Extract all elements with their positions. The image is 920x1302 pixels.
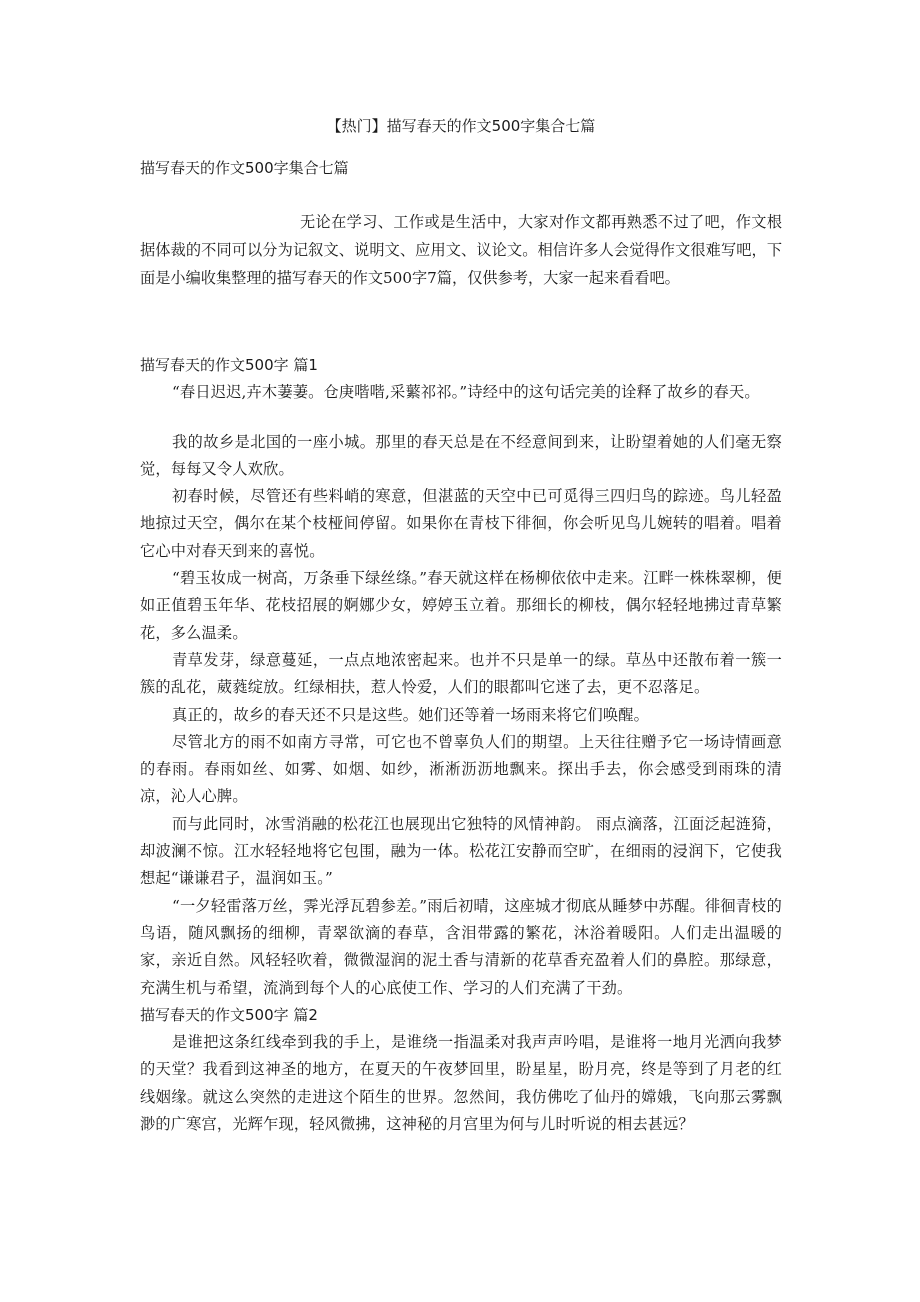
- paragraph: “一夕轻雷落万丝，霁光浮瓦碧参差。”雨后初晴，这座城才彻底从睡梦中苏醒。徘徊青枝的鸟语，随风飘扬的细柳，青翠欲滴的春草，含泪带露的繁花，沐浴着暖阳。人们走出温暖的家，亲近自然。风轻轻吹着，微微湿润的泥土香与清新的花草香充盈着人们的鼻腔。那绿意，充满生机与希望，流淌到每个人的心底使工作、学习的人们充满了干劲。: [140, 896, 782, 997]
- document-title: 【热门】描写春天的作文500字集合七篇: [326, 117, 596, 135]
- paragraph: 而与此同时，冰雪消融的松花江也展现出它独特的风情神韵。 雨点滴落，江面泛起涟猗，却波澜不惊。江水轻轻地将它包围，融为一体。松花江安静而空旷，在细雨的浸润下，它使我想起“谦谦君子，温润如玉。”: [140, 814, 782, 888]
- document-subtitle: 描写春天的作文500字集合七篇: [140, 159, 349, 177]
- essay-body: [140, 352, 782, 1138]
- intro-paragraph: 无论在学习、工作或是生活中，大家对作文都再熟悉不过了吧，作文根据体裁的不同可以分为记叙文、说明文、应用文、议论文。相信许多人会觉得作文很难写吧，下面是小编收集整理的描写春天的作文500字7篇，仅供参考，大家一起来看看吧。: [140, 213, 782, 287]
- section-lead: “春日迟迟,卉木萋萋。仓庚喈喈,采蘩祁祁。”诗经中的这句话完美的诠释了故乡的春天。: [172, 383, 760, 402]
- paragraph: 我的故乡是北国的一座小城。那里的春天总是在不经意间到来，让盼望着她的人们毫无察觉，每每又令人欢欣。: [140, 432, 782, 478]
- paragraph-gap: [140, 407, 782, 429]
- paragraph: 是谁把这条红线牵到我的手上，是谁绕一指温柔对我声声吟唱，是谁将一地月光洒向我梦的天堂？我看到这神圣的地方，在夏天的午夜梦回里，盼星星，盼月亮，终是等到了月老的红线姻缘。就这么突然的走进这个陌生的世界。忽然间，我仿佛吃了仙丹的嫦娥，飞向那云雾飘渺的广寒宫，光辉乍现，轻风微拂，这神秘的月宫里为何与儿时听说的相去甚远？: [140, 1033, 782, 1134]
- paragraph: “碧玉妆成一树高，万条垂下绿丝绦。”春天就这样在杨柳依依中走来。江畔一株株翠柳，便如正值碧玉年华、花枝招展的婀娜少女，婷婷玉立着。那细长的柳枝，偶尔轻轻地拂过青草繁花，多么温柔。: [140, 569, 782, 642]
- section-heading: 描写春天的作文500字 篇2: [140, 1005, 318, 1024]
- section-heading: 描写春天的作文500字 篇1: [140, 356, 318, 374]
- paragraph: 青草发芽，绿意蔓延，一点点地浓密起来。也并不只是单一的绿。草丛中还散布着一簇一簇的乱花，葳蕤绽放。红绿相扶，惹人怜爱，人们的眼都叫它迷了去，更不忍落足。: [140, 650, 782, 697]
- paragraph: 真正的，故乡的春天还不只是这些。她们还等着一场雨来将它们唤醒。: [172, 705, 650, 724]
- paragraph: 尽管北方的雨不如南方寻常，可它也不曾辜负人们的期望。上天往往赠予它一场诗情画意的春雨。春雨如丝、如雾、如烟、如纱，淅淅沥沥地飘来。探出手去，你会感受到雨珠的清凉，沁人心脾。: [140, 732, 782, 806]
- paragraph: 初春时候，尽管还有些料峭的寒意，但湛蓝的天空中已可觅得三四归鸟的踪迹。鸟儿轻盈地掠过天空，偶尔在某个枝桠间停留。如果你在青枝下徘徊，你会听见鸟儿婉转的唱着。唱着它心中对春天到来的喜悦。: [140, 487, 782, 560]
